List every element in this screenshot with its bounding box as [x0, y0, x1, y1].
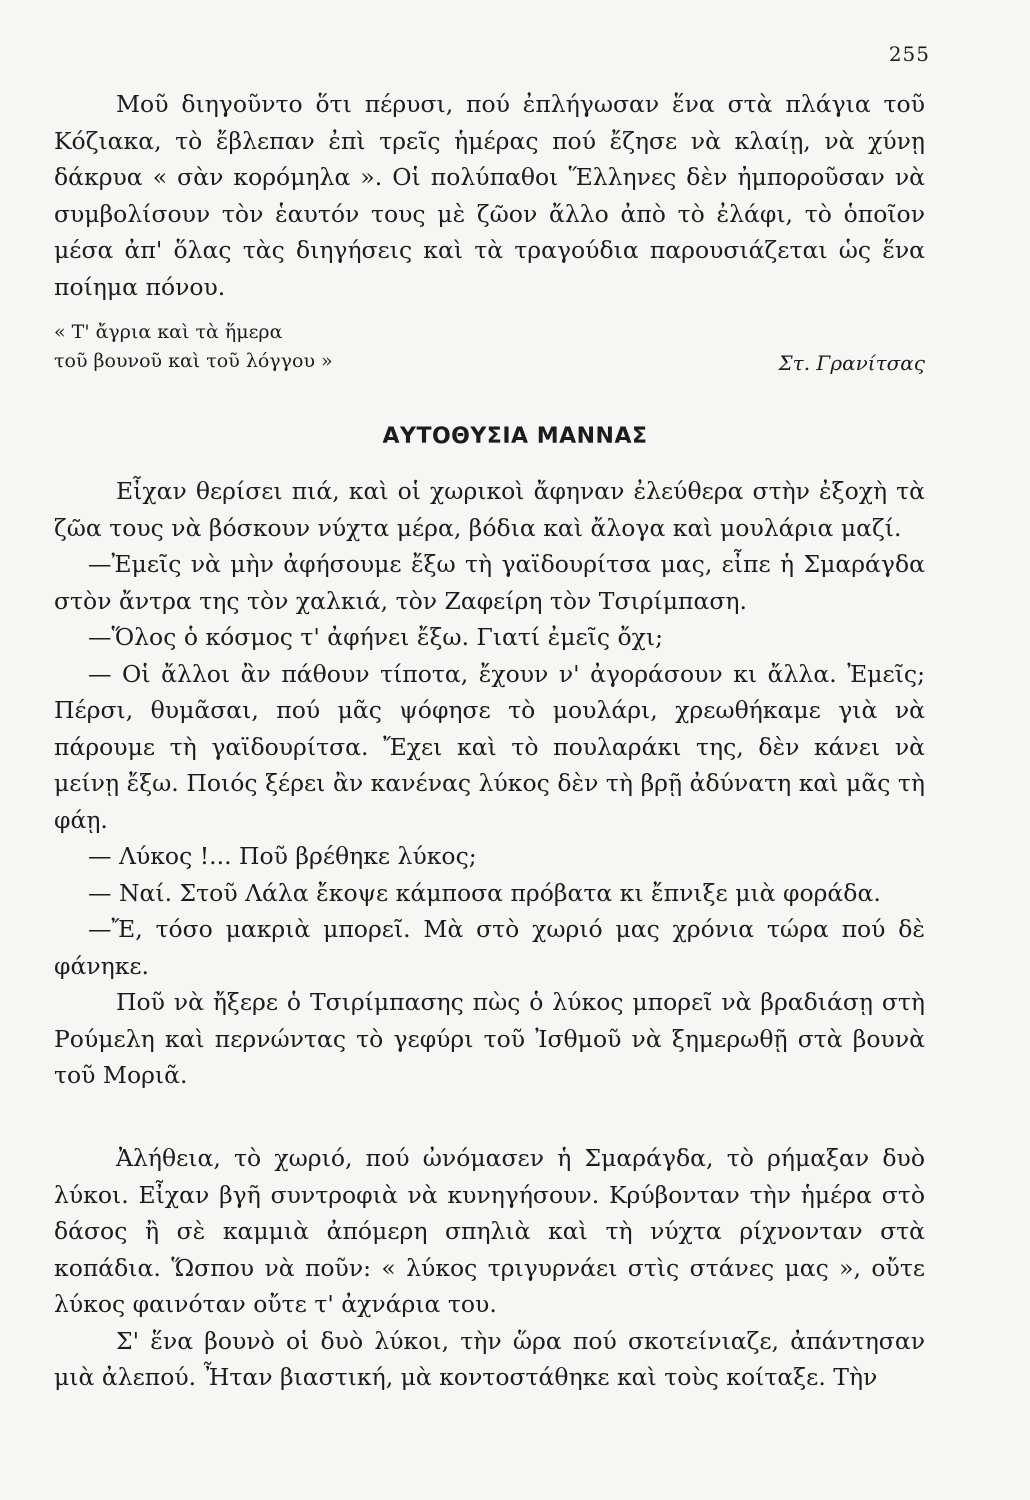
dialogue-line-4: — Λύκος !... Ποῦ βρέθηκε λύκος; — [88, 842, 477, 870]
epigraph-line-2: τοῦ βουνοῦ καὶ τοῦ λόγγου » — [54, 350, 333, 372]
story-paragraph-1: Εἶχαν θερίσει πιά, καὶ οἱ χωρικοὶ ἄφηναν ἐλεύθερα στὴν ἐξοχὴ τὰ ζῶα τους νὰ βόσκουν νύχτα μέρα, βόδια καὶ ἄλογα καὶ μουλάρια μαζί. — [54, 477, 925, 542]
epigraph — [54, 318, 925, 376]
story-title: ΑΥΤΟΘΥΣΙΑ ΜΑΝΝΑΣ — [382, 424, 648, 449]
story-paragraph-2: Ποῦ νὰ ἤξερε ὁ Τσιρίμπασης πὼς ὁ λύκος μπορεῖ νὰ βραδιάσῃ στὴ Ρούμελη καὶ περνώντας τὸ γεφύρι τοῦ Ἰσθμοῦ νὰ ξημερωθῇ στὰ βουνὰ τοῦ Μοριᾶ. — [54, 988, 925, 1089]
dialogue-line-1: —Ἐμεῖς νὰ μὴν ἀφήσουμε ἔξω τὴ γαϊδουρίτσα μας, εἶπε ἡ Σμαράγδα στὸν ἄντρα της τὸν χαλκιά, τὸν Ζαφείρη τὸν Τσιρίμπαση. — [54, 550, 925, 615]
page-number: 255 — [888, 42, 930, 66]
dialogue-line-2: —Ὅλος ὁ κόσμος τ' ἀφήνει ἔξω. Γιατί ἐμεῖς ὄχι; — [88, 623, 664, 651]
dialogue-line-6: —Ἔ, τόσο μακριὰ μπορεῖ. Μὰ στὸ χωριό μας χρόνια τώρα πού δὲ φάνηκε. — [54, 915, 925, 980]
epigraph-line-1: « Τ' ἄγρια καὶ τὰ ἥμερα — [54, 321, 283, 343]
intro-paragraph: Μοῦ διηγοῦντο ὅτι πέρυσι, πού ἐπλήγωσαν ἕνα στὰ πλάγια τοῦ Κόζιακα, τὸ ἔβλεπαν ἐπὶ τρεῖς ἡμέρας πού ἔζησε νὰ κλαίῃ, νὰ χύνῃ δάκρυα « σὰν κορόμηλα ». Οἱ πολύπαθοι Ἕλληνες δὲν ἠμποροῦσαν νὰ συμβολίσουν τὸν ἑαυτόν τους μὲ ζῶον ἄλλο ἀπὸ τὸ ἐλάφι, τὸ ὁποῖον μέσα ἀπ' ὅλας τὰς διηγήσεις καὶ τὰ τραγούδια παρουσιάζεται ὡς ἕνα ποίημα πόνου. — [54, 90, 925, 301]
story-paragraph-3: Ἀλήθεια, τὸ χωριό, πού ὠνόμασεν ἡ Σμαράγδα, τὸ ρήμαξαν δυὸ λύκοι. Εἶχαν βγῆ συντροφιὰ νὰ κυνηγήσουν. Κρύβονταν τὴν ἡμέρα στὸ δάσος ἢ σὲ καμμιὰ ἀπόμερη σπηλιὰ καὶ τὴ νύχτα ρίχνονταν στὰ κοπάδια. Ὥσπου νὰ ποῦν: « λύκος τριγυρνάει στὶς στάνες μας », οὔτε λύκος φαινόταν οὔτε τ' ἀχνάρια του. — [54, 1144, 925, 1318]
story-continuation — [54, 1140, 925, 1396]
intro-section — [54, 86, 925, 305]
dialogue-line-5: — Ναί. Στοῦ Λάλα ἔκοψε κάμποσα πρόβατα κι ἔπνιξε μιὰ φοράδα. — [88, 878, 881, 907]
epigraph-author: Στ. Γρανίτσας — [778, 351, 925, 375]
dialogue-line-3: — Οἱ ἄλλοι ἂν πάθουν τίποτα, ἔχουν ν' ἀγοράσουν κι ἄλλα. Ἐμεῖς; Πέρσι, θυμᾶσαι, πού μᾶς ψόφησε τὸ μουλάρι, χρεωθήκαμε γιὰ νὰ πάρουμε τὴ γαϊδουρίτσα. Ἔχει καὶ τὸ πουλαράκι της, δὲν κάνει νὰ μείνῃ ἔξω. Ποιός ξέρει ἂν κανένας λύκος δὲν τὴ βρῇ ἀδύνατη καὶ μᾶς τὴ φάῃ. — [54, 659, 925, 834]
story-paragraph-4: Σ' ἕνα βουνὸ οἱ δυὸ λύκοι, τὴν ὥρα πού σκοτείνιαζε, ἀπάντησαν μιὰ ἀλεπού. Ἦταν βιαστική, μὰ κοντοστάθηκε καὶ τοὺς κοίταξε. Τὴν — [54, 1326, 925, 1391]
story-section — [54, 473, 925, 1094]
